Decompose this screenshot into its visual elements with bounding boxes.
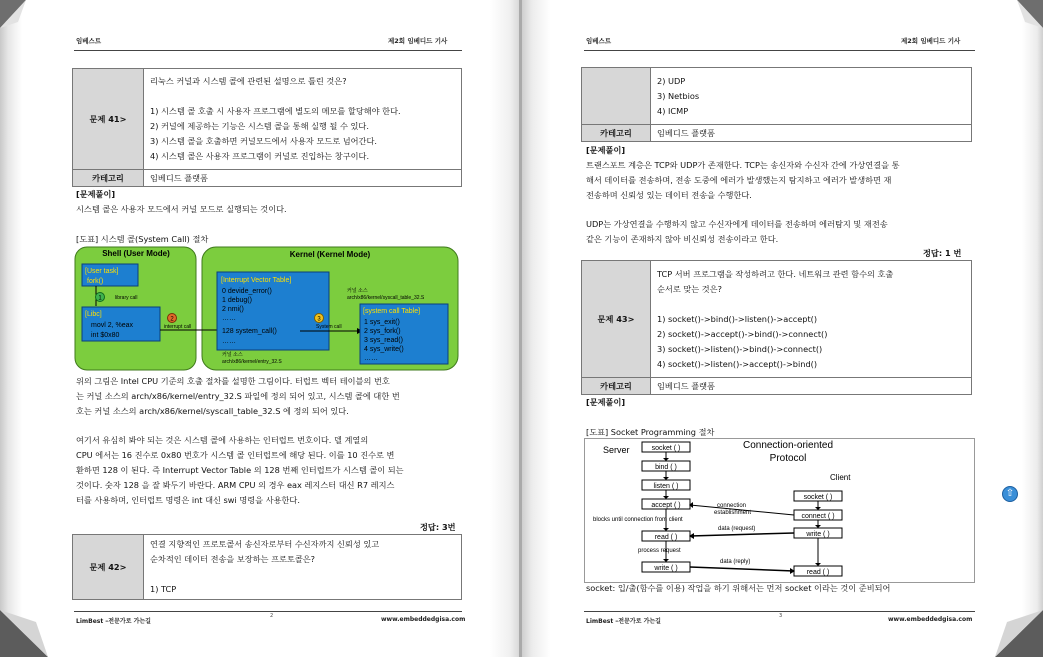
option-4: 4) socket()->listen()->accept()->bind() [657,358,818,369]
svg-text:4 sys_write(): 4 sys_write() [364,346,404,353]
bottom-left-page-curl[interactable] [0,600,60,657]
kernel-source-2: 커널 소스 [222,352,243,358]
option-4: 4) 시스템 콜은 사용자 프로그램이 커널로 진입하는 창구이다. [150,151,370,161]
question-42-cont-table [581,67,972,142]
option-2: 2) socket()->accept()->bind()->connect() [657,328,828,339]
header-rule [584,50,975,51]
footer-left: LimBest –전문가로 가는길 [76,618,151,625]
svg-text:2 nmi(): 2 nmi() [222,306,244,313]
bottom-right-page-curl[interactable] [983,600,1043,657]
server-label: Server [603,445,630,455]
svg-text:bind ( ): bind ( ) [655,464,677,471]
user-task-label: [User task] [85,268,119,275]
question-43-label: 문제 43> [582,261,651,378]
svg-text:1 sys_exit(): 1 sys_exit() [364,319,400,326]
footer-left: LimBest –전문가로 가는길 [586,618,661,625]
bottom-text: socket: 입/출(함수를 이용) 작업을 하기 위해서는 먼저 socket 이라는 것이 준비되어 [586,583,891,593]
figure-caption: [도표] Socket Programming 절차 [586,427,715,437]
diagram-title-1: Connection-oriented [742,440,834,451]
connection-label: connection [717,503,747,509]
option-3: 3) 시스템 콜을 호출하면 커널모드에서 사용자 모드로 넘어간다. [150,136,377,146]
category-label: 카테고리 [582,125,651,142]
ivt-label: [Interrupt Vector Table] [221,277,292,284]
svg-text:1: 1 [98,295,102,302]
category-label: 카테고리 [73,170,144,187]
svg-text:……: …… [222,338,236,345]
solution-paragraph-1: 트랜스포트 계층은 TCP와 UDP가 존재한다. TCP는 송신자와 수신자 간에 가상연결을 통 해서 데이터를 전송하며, 전송 도중에 에러가 발생했는지 탐지하고 에러가 발생하면 재 전송하며 신뢰성 있는 데이터 전송을 수행한다. [586,160,900,200]
data-reply-label: data (reply) [720,559,751,565]
question-41-text: 리눅스 커널과 시스템 콜에 관련된 설명으로 틀린 것은? [150,76,347,86]
solution-title: [문제풀이] [76,189,116,199]
blocks-label: blocks until connection from client [593,517,683,523]
navigation-arrow-icon[interactable]: ⇧ [1002,486,1018,502]
data-request-label: data (request) [718,526,756,532]
question-42-label: 문제 42> [73,535,144,600]
option-1: 1) 시스템 콜 호출 시 사용자 프로그램에 별도의 메모를 할당해야 한다. [150,106,401,116]
svg-text:read ( ): read ( ) [654,534,678,541]
svg-text:read ( ): read ( ) [806,569,830,576]
svg-text:connect ( ): connect ( ) [801,513,835,520]
header-left: 임베스트 [76,37,102,45]
svg-text:listen ( ): listen ( ) [653,483,679,490]
svg-text:0 devide_error(): 0 devide_error() [222,288,272,295]
svg-text:write ( ): write ( ) [806,531,830,538]
page-number: 3 [779,613,783,619]
option-3: 3) socket()->listen()->bind()->connect() [657,343,823,354]
header-right: 제2회 임베디드 기사 [901,37,961,45]
question-41-body [144,69,462,170]
svg-text:3: 3 [317,316,321,323]
answer-42: 정답: 1 번 [923,248,962,258]
svg-text:2: 2 [170,316,174,323]
kernel-title: Kernel (Kernel Mode) [289,250,371,259]
libc-label: [Libc] [85,311,102,318]
fork-label: fork() [87,278,104,285]
establishment-label: establishment [714,510,752,516]
system-call-diagram [74,246,460,371]
shell-title: Shell (User Mode) [102,249,170,258]
top-right-page-curl [1003,0,1043,32]
question-42-body: 연결 지향적인 프로토콜서 송신자로부터 수신자까지 신뢰성 있고 순차적인 데이터 전송을 보장하는 프로토콜은? 1) TCP [144,535,462,600]
option-4: 4) ICMP [657,105,689,116]
kernel-path-1: arch/x86/kernel/syscall_table_32.S [347,295,425,301]
category-value: 임베디드 플랫폼 [144,170,462,187]
left-page [0,0,521,657]
solution-text: 시스템 콜은 사용자 모드에서 커널 모드로 실행되는 것이다. [76,204,287,214]
client-label: Client [830,473,851,482]
question-42-cont-label [582,68,651,125]
svg-text:1 debug(): 1 debug() [222,297,252,304]
question-42-table [72,534,462,600]
movl-label: movl 2, %eax [91,322,134,329]
answer-41: 정답: 3번 [420,522,456,532]
svg-text:……: …… [364,355,378,362]
process-request-label: process request [638,548,681,554]
svg-text:write ( ): write ( ) [654,565,678,572]
solution-title: [문제풀이] [586,145,626,155]
library-call-label: library call [115,295,138,301]
option-2: 2) 커널에 제공하는 기능은 시스템 콜을 통해 실행 될 수 있다. [150,121,369,131]
system-call-label: System call [316,324,342,330]
page-number: 2 [270,613,274,619]
diagram-title-2: Protocol [769,453,807,464]
svg-text:2 sys_fork(): 2 sys_fork() [364,328,401,335]
footer-rule [74,611,462,612]
question-43-body: TCP 서버 프로그램을 작성하려고 한다. 네트워크 관련 함수의 호출 순서로 맞는 것은? 1) socket()->bind()->listen()->accept() 2) socket()->accept()->bind()->connect() 3) socket()->listen()->bind()->connect() 4) socket()->listen()->accept()->bind() [651,261,972,378]
svg-text:3 sys_read(): 3 sys_read() [364,337,403,344]
header-rule [74,50,462,51]
question-43-table [581,260,972,395]
svg-text:128 system_call(): 128 system_call() [222,328,277,335]
paragraph-2: 여기서 유심히 봐야 되는 것은 시스템 콜에 사용하는 인터럽트 번호이다. 델 계열의 CPU 에서는 16 진수로 0x80 번호가 시스템 콜 인터럽트에 해당 된다. 이를 10 진수로 변 환하면 128 이 된다. 즉 Interrupt Vector Table 의 128 번째 인터럽트가 시스템 콜이 되는 것이다. 숫자 128 을 잘 봐두기 바란다. ARM CPU 의 경우 eax 레지스터 대신 R7 레지스 터를 사용하며, 인터럽트 명령은 int 대신 swi 명령을 사용한다. [76,435,404,505]
solution-paragraph-2: UDP는 가상연결을 수행하지 않고 수신자에게 데이터를 전송하며 에러탐지 및 재전송 같은 기능이 존재하지 않아 비신뢰성 전송이라고 한다. [586,219,888,244]
option-1: 1) TCP [150,584,177,594]
category-value: 임베디드 플랫폼 [651,378,972,395]
int80-label: int $0x80 [91,332,120,339]
header-left: 임베스트 [586,37,612,45]
top-left-page-curl [0,0,40,32]
svg-text:accept ( ): accept ( ) [651,502,681,509]
category-value: 임베디드 플랫폼 [651,125,972,142]
question-41-label: 문제 41> [73,69,144,170]
option-3: 3) Netbios [657,90,700,101]
footer-right: www.embeddedgisa.com [381,616,466,623]
kernel-path-2: arch/x86/kernel/entry_32.S [222,359,282,365]
svg-text:……: …… [222,315,236,322]
footer-rule [584,611,975,612]
footer-right: www.embeddedgisa.com [888,616,973,623]
svg-text:socket ( ): socket ( ) [651,445,681,452]
solution-title-2: [문제풀이] [586,397,626,407]
header-right: 제2회 임베디드 기사 [388,37,448,45]
option-1: 1) socket()->bind()->listen()->accept() [657,313,818,324]
question-42-cont-body [651,68,972,125]
category-label: 카테고리 [582,378,651,395]
sct-label: [system call Table] [363,308,421,315]
svg-text:socket ( ): socket ( ) [803,494,833,501]
paragraph-1: 위의 그림은 Intel CPU 기준의 호출 절차를 설명한 그림이다. 터럽트 벡터 테이블의 번호 는 커널 소스의 arch/x86/kernel/entry_32.S 파일에 정의 되어 있고, 시스템 콜에 대한 번 호는 커널 소스의 arch/x86/kernel/syscall_table_32.S 에 정의 되어 있다. [76,376,400,416]
kernel-source-1: 커널 소스 [347,288,368,294]
figure-caption: [도표] 시스템 콜(System Call) 절차 [76,234,209,244]
socket-programming-diagram [584,438,975,583]
question-41-table [72,68,462,187]
option-2: 2) UDP [657,75,686,86]
interrupt-call-label: interrupt call [164,324,192,330]
